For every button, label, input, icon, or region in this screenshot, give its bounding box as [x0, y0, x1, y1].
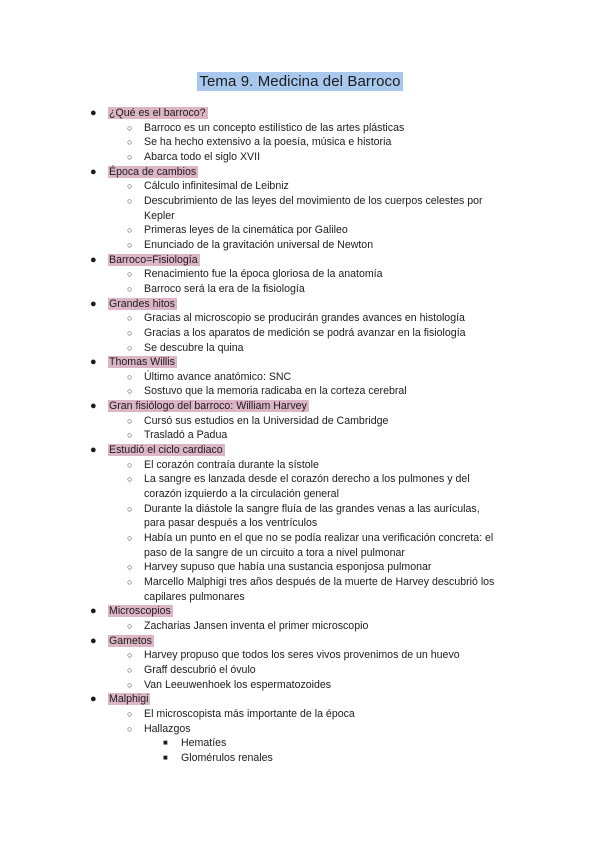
hollow-bullet-icon: ○ — [127, 327, 133, 338]
list-item-text: Se ha hecho extensivo a la poesía, música e historia — [144, 136, 392, 149]
filled-bullet-icon: ● — [90, 297, 97, 310]
hollow-bullet-icon: ○ — [127, 195, 133, 206]
list-item — [0, 663, 600, 678]
list-item-text: Cursó sus estudios en la Universidad de Cambridge — [144, 414, 389, 427]
list-item-text: Último avance anatómico: SNC — [144, 370, 292, 383]
list-item — [0, 267, 600, 282]
hollow-bullet-icon: ○ — [127, 430, 133, 441]
list-item — [0, 472, 600, 501]
list-item-text: Barroco es un concepto estilístico de las artes plásticas — [144, 121, 405, 134]
list-item — [0, 341, 600, 356]
list-item — [0, 150, 600, 165]
hollow-bullet-icon: ○ — [127, 283, 133, 294]
filled-bullet-icon: ● — [90, 165, 97, 178]
page-title: Tema 9. Medicina del Barroco — [199, 73, 401, 90]
hollow-bullet-icon: ○ — [127, 474, 133, 485]
section-heading: Barroco=Fisiología — [109, 253, 198, 266]
hollow-bullet-icon: ○ — [127, 151, 133, 162]
list-item-text: Cálculo infinitesimal de Leibniz — [144, 180, 289, 193]
list-item-text: Hallazgos — [144, 722, 191, 735]
square-bullet-icon: ■ — [163, 738, 168, 748]
list-item — [0, 326, 600, 341]
list-item — [0, 223, 600, 238]
list-item-text: Renacimiento fue la época gloriosa de la anatomía — [144, 268, 383, 281]
list-item — [0, 428, 600, 443]
hollow-bullet-icon: ○ — [127, 503, 133, 514]
list-item — [0, 311, 600, 326]
section-heading: Microscopios — [109, 605, 171, 618]
list-item — [0, 370, 600, 385]
list-item — [0, 722, 600, 737]
list-item — [0, 414, 600, 429]
hollow-bullet-icon: ○ — [127, 723, 133, 734]
list-item-text: Marcello Malphigi tres años después de la muerte de Harvey descubrió los capilares pulmonares — [144, 576, 495, 603]
filled-bullet-icon: ● — [90, 356, 97, 369]
list-item-text: Graff descubrió el óvulo — [144, 663, 256, 676]
hollow-bullet-icon: ○ — [127, 137, 133, 148]
sub-list-item — [0, 736, 600, 751]
hollow-bullet-icon: ○ — [127, 679, 133, 690]
list-item-text: El microscopista más importante de la época — [144, 707, 355, 720]
hollow-bullet-icon: ○ — [127, 386, 133, 397]
filled-bullet-icon: ● — [90, 693, 97, 706]
list-item — [0, 135, 600, 150]
section-heading-row — [0, 692, 600, 707]
list-item — [0, 560, 600, 575]
sub-list-item — [0, 751, 600, 766]
hollow-bullet-icon: ○ — [127, 562, 133, 573]
list-item-text: Harvey propuso que todos los seres vivos provenimos de un huevo — [144, 649, 460, 662]
section-heading: Malphigi — [109, 693, 149, 706]
list-item — [0, 531, 600, 560]
hollow-bullet-icon: ○ — [127, 459, 133, 470]
section-heading-row — [0, 106, 600, 121]
hollow-bullet-icon: ○ — [127, 664, 133, 675]
section-heading-row — [0, 604, 600, 619]
list-item-text: Trasladó a Padua — [144, 429, 228, 442]
section-heading: Grandes hitos — [109, 297, 175, 310]
list-item — [0, 648, 600, 663]
list-item — [0, 238, 600, 253]
filled-bullet-icon: ● — [90, 253, 97, 266]
section-heading-row — [0, 253, 600, 268]
list-item-text: Se descubre la quina — [144, 341, 244, 354]
hollow-bullet-icon: ○ — [127, 342, 133, 353]
filled-bullet-icon: ● — [90, 605, 97, 618]
hollow-bullet-icon: ○ — [127, 415, 133, 426]
list-item — [0, 179, 600, 194]
filled-bullet-icon: ● — [90, 634, 97, 647]
list-item-text: Barroco será la era de la fisiología — [144, 282, 305, 295]
hollow-bullet-icon: ○ — [127, 181, 133, 192]
list-item — [0, 458, 600, 473]
list-item — [0, 282, 600, 297]
section-heading-row — [0, 297, 600, 312]
filled-bullet-icon: ● — [90, 400, 97, 413]
list-item-text: Abarca todo el siglo XVII — [144, 150, 261, 163]
hollow-bullet-icon: ○ — [127, 239, 133, 250]
outline — [0, 106, 600, 766]
list-item-text: Primeras leyes de la cinemática por Galileo — [144, 224, 348, 237]
list-item-text: Durante la diástole la sangre fluía de las grandes venas a las aurículas, para pasar después a los ventrículos — [144, 502, 480, 530]
list-item-text: Sostuvo que la memoria radicaba en la corteza cerebral — [144, 385, 407, 398]
section-heading-row — [0, 165, 600, 180]
sub-list-item-text: Glomérulos renales — [181, 751, 273, 764]
hollow-bullet-icon: ○ — [127, 122, 133, 133]
section-heading: Gametos — [109, 634, 152, 647]
list-item-text: Zacharias Jansen inventa el primer microscopio — [144, 619, 369, 632]
hollow-bullet-icon: ○ — [127, 708, 133, 719]
list-item — [0, 707, 600, 722]
list-item-text: Harvey supuso que había una sustancia esponjosa pulmonar — [144, 561, 432, 574]
list-item — [0, 575, 600, 604]
hollow-bullet-icon: ○ — [127, 650, 133, 661]
list-item — [0, 384, 600, 399]
section-heading: Thomas Willis — [109, 356, 175, 369]
list-item-text: La sangre es lanzada desde el corazón derecho a los pulmones y del corazón izquierdo a la circulación general — [144, 473, 470, 501]
section-heading-row — [0, 443, 600, 458]
list-item — [0, 194, 600, 223]
hollow-bullet-icon: ○ — [127, 533, 133, 544]
list-item-text: Había un punto en el que no se podía realizar una verificación concreta: el paso de la sangre de un circuito a tora a nivel pulmonar — [144, 532, 494, 559]
filled-bullet-icon: ● — [90, 107, 97, 119]
section-heading: ¿Qué es el barroco? — [109, 107, 206, 119]
list-item-text: Enunciado de la gravitación universal de Newton — [144, 238, 374, 251]
hollow-bullet-icon: ○ — [127, 313, 133, 324]
list-item-text: El corazón contraía durante la sístole — [144, 458, 319, 471]
section-heading-row — [0, 399, 600, 414]
hollow-bullet-icon: ○ — [127, 225, 133, 236]
section-heading-row — [0, 634, 600, 649]
square-bullet-icon: ■ — [163, 752, 168, 762]
list-item-text: Gracias a los aparatos de medición se podrá avanzar en la fisiología — [144, 326, 466, 339]
hollow-bullet-icon: ○ — [127, 371, 133, 382]
list-item — [0, 678, 600, 693]
list-item — [0, 502, 600, 531]
hollow-bullet-icon: ○ — [127, 577, 133, 587]
list-item-text: Descubrimiento de las leyes del movimiento de los cuerpos celestes por Kepler — [144, 194, 483, 222]
section-heading-row — [0, 355, 600, 370]
section-heading: Gran fisiólogo del barroco: William Harvey — [109, 400, 307, 413]
hollow-bullet-icon: ○ — [127, 269, 133, 280]
list-item — [0, 121, 600, 136]
section-heading: Época de cambios — [109, 165, 197, 178]
list-item — [0, 619, 600, 634]
section-heading: Estudió el ciclo cardiaco — [109, 444, 223, 457]
hollow-bullet-icon: ○ — [127, 620, 133, 631]
list-item-text: Gracias al microscopio se producirán grandes avances en histología — [144, 312, 465, 325]
filled-bullet-icon: ● — [90, 444, 97, 457]
sub-list-item-text: Hematíes — [181, 737, 227, 750]
list-item-text: Van Leeuwenhoek los espermatozoides — [144, 678, 332, 691]
title-wrap — [0, 72, 600, 91]
